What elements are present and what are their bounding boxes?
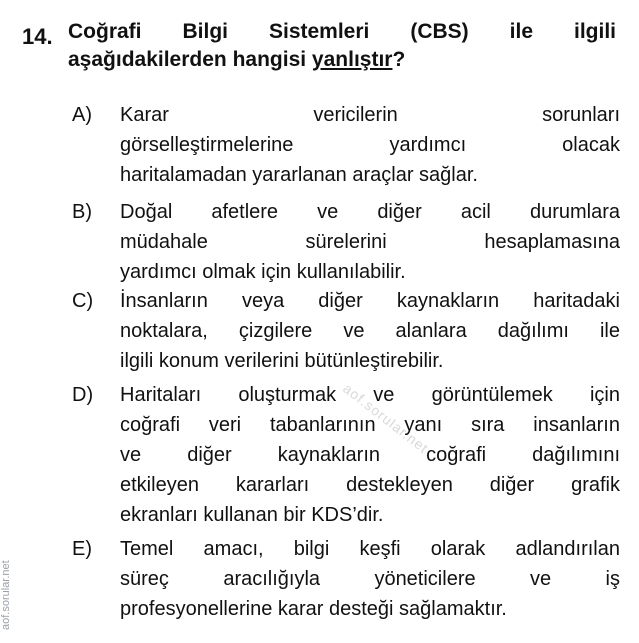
option-text <box>120 286 620 376</box>
option-text <box>120 197 620 287</box>
option-line: İnsanların veya diğer kaynakların haritadaki <box>120 290 620 312</box>
option-line: Doğal afetlere ve diğer acil durumlara <box>120 201 620 223</box>
side-site-label: aof.sorular.net <box>0 560 12 630</box>
option-label: E) <box>72 538 92 560</box>
option-label: D) <box>72 384 94 406</box>
option-text <box>120 534 620 624</box>
option-line: coğrafi veri tabanlarının yanı sıra insanların <box>120 414 620 436</box>
option-line: haritalamadan yararlanan araçlar sağlar. <box>120 164 478 186</box>
option-line: profesyonellerine karar desteği sağlamaktır. <box>120 598 507 620</box>
option-line: Temel amacı, bilgi keşfi olarak adlandırılan <box>120 538 620 560</box>
option-line: müdahale sürelerini hesaplamasına <box>120 231 620 253</box>
question-text <box>68 18 616 74</box>
question-number: 14. <box>22 24 53 49</box>
option-line: etkileyen kararları destekleyen diğer grafik <box>120 474 620 496</box>
option-line: Karar vericilerin sorunları <box>120 104 620 126</box>
option-line: ve diğer kaynakların coğrafi dağılımını <box>120 444 620 466</box>
option-line: görselleştirmelerine yardımcı olacak <box>120 134 620 156</box>
option-label: C) <box>72 290 94 312</box>
question-line-2-prefix: aşağıdakilerden hangisi <box>68 48 312 71</box>
question-mark: ? <box>392 48 406 71</box>
option-line: süreç aracılığıyla yöneticilere ve iş <box>120 568 620 590</box>
option-line: ekranları kullanan bir KDS’dir. <box>120 504 384 526</box>
watermark: aof.sorular.net <box>340 380 432 457</box>
question-line-1: Coğrafi Bilgi Sistemleri (CBS) ile ilgili <box>68 20 616 43</box>
question-underlined-word: yanlıştır <box>311 48 393 71</box>
option-label: B) <box>72 201 92 223</box>
option-line: yardımcı olmak için kullanılabilir. <box>120 261 406 283</box>
option-line: ilgili konum verilerini bütünleştirebilir. <box>120 350 444 372</box>
option-line: noktalara, çizgilere ve alanlara dağılımı ile <box>120 320 620 342</box>
option-text <box>120 100 620 190</box>
option-line: Haritaları oluşturmak ve görüntülemek için <box>120 384 620 406</box>
option-label: A) <box>72 104 92 126</box>
